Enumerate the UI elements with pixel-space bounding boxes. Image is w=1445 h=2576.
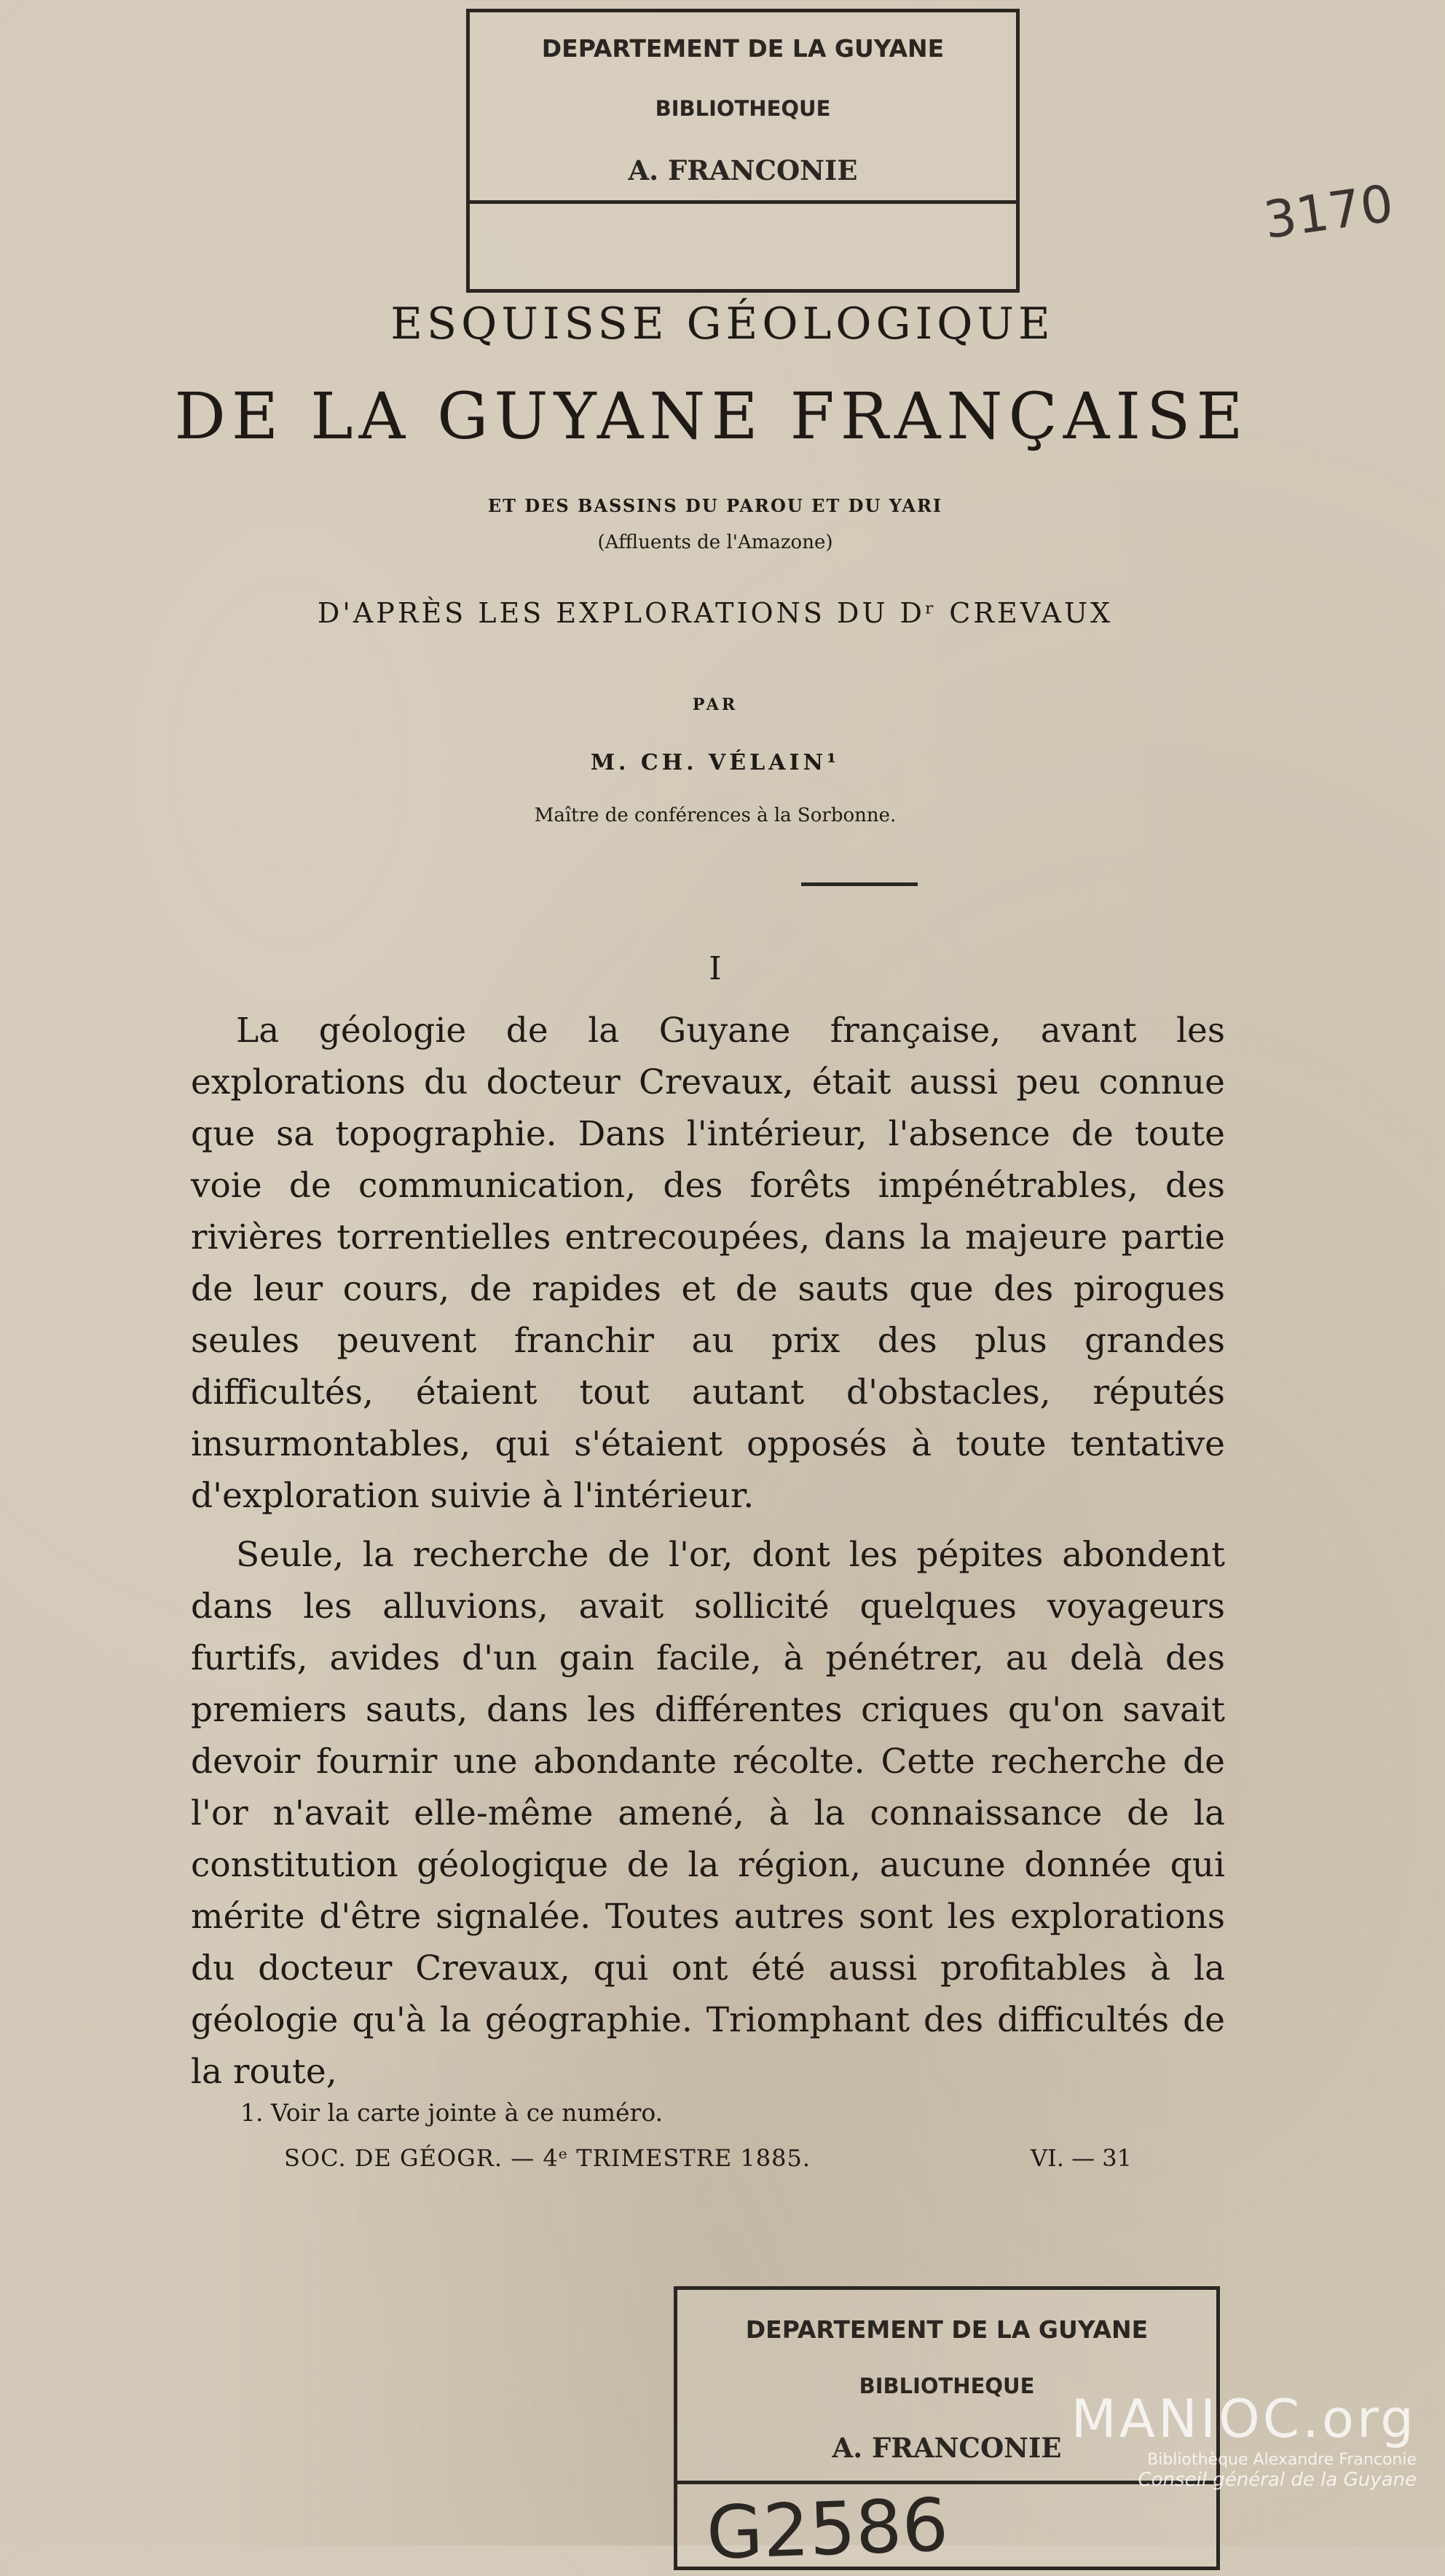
- stamp-top-line2: BIBLIOTHEQUE: [655, 96, 831, 121]
- page-reference: VI. — 31: [1031, 2144, 1132, 2172]
- subtitle-line-1: ET DES BASSINS DU PAROU ET DU YARI: [487, 495, 943, 516]
- library-stamp-top: [466, 9, 1020, 293]
- title-line-1: ESQUISSE GÉOLOGIQUE: [390, 299, 1055, 349]
- running-foot: SOC. DE GÉOGR. — 4ᵉ TRIMESTRE 1885.: [284, 2144, 811, 2172]
- subtitle-line-2: (Affluents de l'Amazone): [597, 532, 833, 553]
- stamp-top-line3: A. FRANCONIE: [628, 154, 858, 186]
- separator-rule: [801, 882, 918, 886]
- body-text: [191, 1005, 1225, 2098]
- stamp-top-line1: DEPARTEMENT DE LA GUYANE: [541, 34, 945, 63]
- watermark-line2: Conseil général de la Guyane: [1138, 2469, 1417, 2491]
- by-label: PAR: [692, 695, 739, 714]
- handwritten-inventory-number: G2586: [705, 2482, 950, 2576]
- author-affiliation: Maître de conférences à la Sorbonne.: [534, 805, 897, 826]
- title-line-2: DE LA GUYANE FRANÇAISE: [174, 379, 1249, 454]
- stamp-bottom-line3: A. FRANCONIE: [832, 2432, 1062, 2464]
- stamp-bottom-line2: BIBLIOTHEQUE: [859, 2374, 1035, 2398]
- stamp-bottom-line1: DEPARTEMENT DE LA GUYANE: [745, 2315, 1149, 2344]
- author-name: M. CH. VÉLAIN¹: [590, 750, 840, 775]
- watermark-logo: MANIOC.org: [1071, 2388, 1417, 2449]
- watermark-line1: Bibliothèque Alexandre Franconie: [1147, 2451, 1417, 2469]
- paragraph-2: Seule, la recherche de l'or, dont les pépites abondent dans les alluvions, avait sollicité quelques voyageurs furtifs, avides d'un gain facile, à pénétrer, au delà des premiers sauts, dans les différentes criques qu'on savait devoir fournir une abondante récolte. Cette recherche de l'or n'avait elle-même amené, à la connaissance de la constitution géologique de la région, aucune donnée qui mérite d'être signalée. Toutes autres sont les explorations du docteur Crevaux, qui ont été aussi profitables à la géologie qu'à la géographie. Triomphant des difficultés de la route,: [191, 1535, 1225, 2092]
- handwritten-shelf-number: 3170: [1260, 173, 1397, 250]
- subtitle-line-3: D'APRÈS LES EXPLORATIONS DU Dʳ CREVAUX: [317, 597, 1114, 629]
- stamp-top-divider: [470, 200, 1016, 204]
- manioc-watermark: [1067, 2388, 1417, 2491]
- section-number: I: [709, 950, 722, 987]
- footnote: 1. Voir la carte jointe à ce numéro.: [240, 2098, 664, 2127]
- paragraph-1: La géologie de la Guyane française, avant les explorations du docteur Crevaux, était aussi peu connue que sa topographie. Dans l'intérieur, l'absence de toute voie de communication, des forêts impénétrables, des rivières torrentielles entrecoupées, dans la majeure partie de leur cours, de rapides et de sauts que des pirogues seules peuvent franchir au prix des plus grandes difficultés, étaient tout autant d'obstacles, réputés insurmontables, qui s'étaient opposés à toute tentative d'exploration suivie à l'intérieur.: [191, 1011, 1225, 1516]
